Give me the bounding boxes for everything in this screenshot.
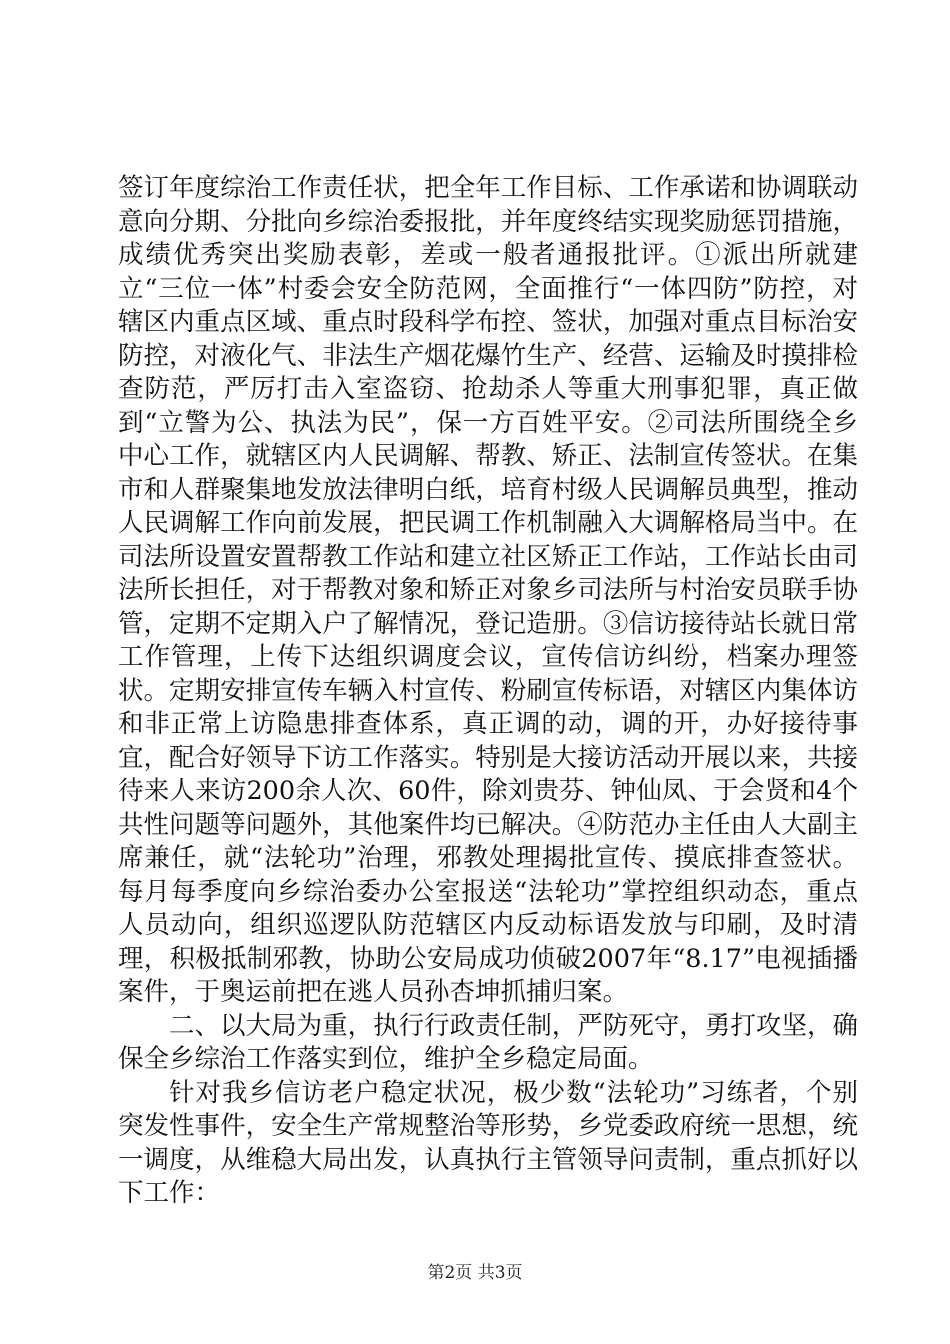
paragraph-section-two-heading: 二、以大局为重，执行行政责任制，严防死守，勇打攻坚，确保全乡综治工作落实到位，维护全乡稳定局面。 bbox=[118, 1010, 858, 1074]
page-number-indicator: 第2页 共3页 bbox=[427, 1263, 523, 1283]
paragraph-responsibility-contracts: 签订年度综治工作责任状，把全年工作目标、工作承诺和协调联动意向分期、分批向乡综治委报批，并年度终结实现奖励惩罚措施，成绩优秀突出奖励表彰，差或一般者通报批评。①派出所就建立“三位一体”村委会安全防范网，全面推行“一体四防”防控，对辖区内重点区域、重点时段科学布控、签状，加强对重点目标治安防控，对液化气、非法生产烟花爆竹生产、经营、运输及时摸排检查防范，严厉打击入室盗窃、抢劫杀人等重大刑事犯罪，真正做到“立警为公、执法为民”，保一方百姓平安。②司法所围绕全乡中心工作，就辖区内人民调解、帮教、矫正、法制宣传签状。在集市和人群聚集地发放法律明白纸，培育村级人民调解员典型，推动人民调解工作向前发展，把民调工作机制融入大调解格局当中。在司法所设置安置帮教工作站和建立社区矫正工作站，工作站长由司法所长担任，对于帮教对象和矫正对象乡司法所与村治安员联手协管，定期不定期入户了解情况，登记造册。③信访接待站长就日常工作管理，上传下达组织调度会议，宣传信访纠纷，档案办理签状。定期安排宣传车辆入村宣传、粉刷宣传标语，对辖区内集体访和非正常上访隐患排查体系，真正调的动，调的开，办好接待事宜，配合好领导下访工作落实。特别是大接访活动开展以来，共接待来人来访200余人次、60件，除刘贵芬、钟仙凤、于会贤和4个共性问题等问题外，其他案件均已解决。④防范办主任由人大副主席兼任，就“法轮功”治理，邪教处理揭批宣传、摸底排查签状。每月每季度向乡综治委办公室报送“法轮功”掌控组织动态，重点人员动向，组织巡逻队防范辖区内反动标语发放与印刷，及时清理，积极抵制邪教，协助公安局成功侦破2007年“8.17”电视插播案件，于奥运前把在逃人员孙杏坤抓捕归案。 bbox=[118, 173, 858, 1007]
paragraph-stability-work: 针对我乡信访老户稳定状况，极少数“法轮功”习练者，个别突发性事件，安全生产常规整治等形势，乡党委政府统一思想，统一调度，从维稳大局出发，认真执行主管领导问责制，重点抓好以下工作： bbox=[118, 1077, 858, 1208]
document-body bbox=[118, 172, 858, 1211]
page-footer bbox=[0, 1262, 950, 1284]
